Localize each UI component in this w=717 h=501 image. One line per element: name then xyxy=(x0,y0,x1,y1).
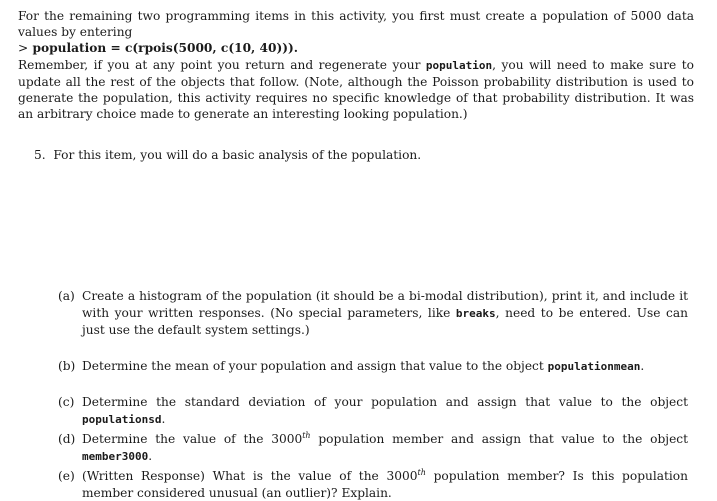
subitem-text-start: Determine the value of the 3000 xyxy=(82,432,303,447)
subitem-c xyxy=(58,394,688,427)
inline-code-population: population xyxy=(425,58,493,72)
subitem-text-end: . xyxy=(640,359,645,374)
reminder-text-start: Remember, if you at any point you return and regenerate your xyxy=(18,57,426,72)
prompt-symbol: > xyxy=(18,41,29,56)
item-5-heading xyxy=(34,147,694,163)
subitem-text-end: population member? Is this population member considered unusual (an outlier)? Explain. xyxy=(82,469,688,500)
inline-code-breaks: breaks xyxy=(455,306,496,320)
subitem-d xyxy=(58,431,688,464)
subitem-b xyxy=(58,358,688,375)
subitem-a xyxy=(58,288,688,338)
subitem-label: (e) xyxy=(58,469,75,484)
inline-code-populationmean: populationmean xyxy=(547,360,641,374)
subitem-text-start: (Written Response) What is the value of the 3000 xyxy=(82,469,418,484)
subitem-text-end: . xyxy=(148,448,153,463)
subitem-text-end: . xyxy=(161,411,166,426)
ordinal-suffix: th xyxy=(417,468,426,478)
subitem-text xyxy=(82,288,688,338)
document-page xyxy=(18,8,694,500)
r-command xyxy=(18,41,298,55)
subitem-label: (a) xyxy=(58,289,75,304)
subitem-text-start: Determine the standard deviation of your population and assign that value to the object xyxy=(82,395,688,410)
reminder-text-end: , you will need to make sure to update all the rest of the objects that follow. (Note, although the Poisson probability distribution is used to generate the population, this activity requires no specific knowledge of that probability distribution. It was an arbitrary choice made to generate an interesting looking population.) xyxy=(18,57,694,122)
subitem-text xyxy=(82,358,688,375)
subitem-text-start: Create a histogram of the population (it should be a bi-modal distribution), print it, and include it with your written responses. (No special parameters, like xyxy=(82,289,688,320)
command-text: population = c(rpois(5000, c(10, 40))). xyxy=(32,41,299,56)
subitem-text-start: Determine the mean of your population and assign that value to the object xyxy=(82,359,548,374)
intro-paragraph xyxy=(18,8,694,122)
subitem-text xyxy=(82,431,688,464)
inline-code-member3000: member3000 xyxy=(82,449,149,463)
subitem-text xyxy=(82,468,688,500)
subitem-e xyxy=(58,468,688,500)
subitem-label: (b) xyxy=(58,359,76,374)
subitem-text-middle: population member and assign that value to the object xyxy=(310,432,688,447)
subitem-text-end: , need to be entered. Use can just use the default system settings.) xyxy=(82,305,689,337)
subitem-label: (d) xyxy=(58,432,76,447)
subitem-text xyxy=(82,394,688,427)
inline-code-populationsd: populationsd xyxy=(82,412,162,426)
intro-line: For the remaining two programming items in this activity, you first must create a population of 5000 data values by entering xyxy=(18,9,694,40)
item-text: For this item, you will do a basic analysis of the population. xyxy=(53,148,422,162)
subitem-label: (c) xyxy=(58,395,75,410)
item-number: 5. xyxy=(34,148,46,162)
ordinal-suffix: th xyxy=(302,431,311,441)
